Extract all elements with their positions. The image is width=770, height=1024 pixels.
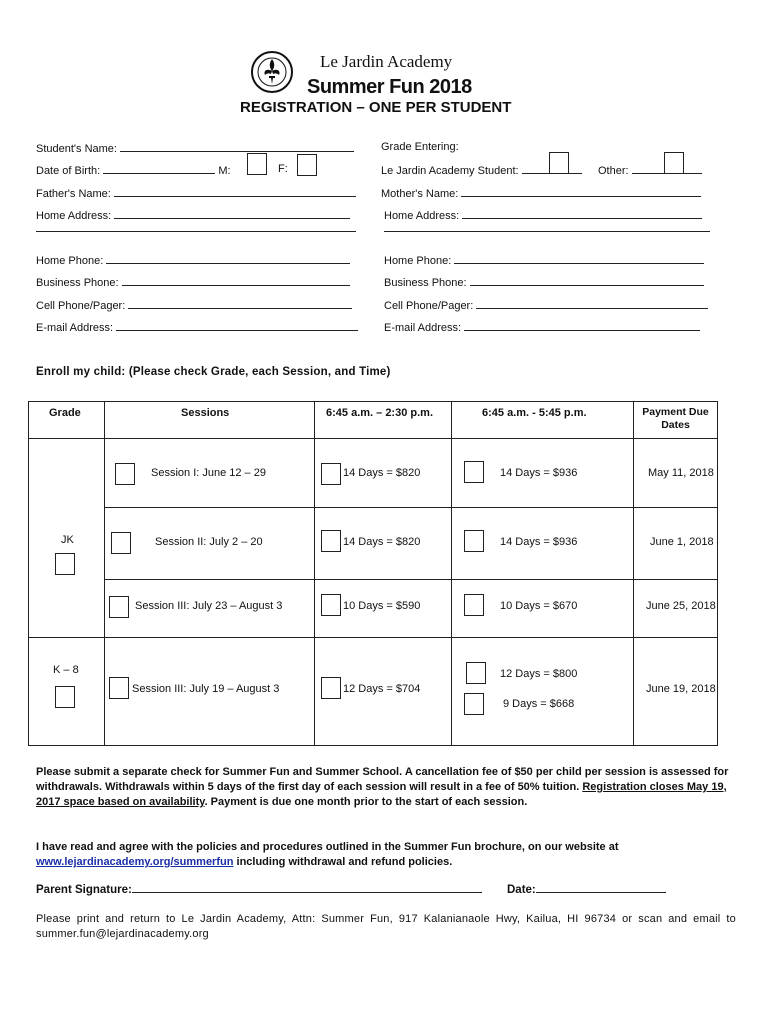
early-cell: 10 Days = $590 bbox=[315, 580, 452, 638]
cell-phone-field-right[interactable] bbox=[384, 298, 708, 312]
home-phone-field-left[interactable] bbox=[36, 253, 350, 267]
return-instructions: Please print and return to Le Jardin Academy, Attn: Summer Fun, 917 Kalanianaole Hwy, Kailua, HI 96734 or scan and email to summer.fun@lejardinacademy.org bbox=[36, 913, 736, 940]
agreement-text: I have read and agree with the policies and procedures outlined in the Summer Fun brochure, on our website at bbox=[36, 841, 619, 853]
due-date-cell: May 11, 2018 bbox=[634, 439, 718, 508]
early-cell: 12 Days = $704 bbox=[315, 638, 452, 746]
header-payment-due: Payment Due Dates bbox=[634, 402, 718, 439]
late-cell: 12 Days = $800 9 Days = $668 bbox=[452, 638, 634, 746]
father-name-field[interactable] bbox=[36, 186, 356, 200]
date-label: Date: bbox=[507, 884, 536, 896]
policy-paragraph bbox=[36, 765, 736, 810]
home-phone-label-right: Home Phone: bbox=[384, 255, 452, 267]
email-label-right: E-mail Address: bbox=[384, 322, 462, 334]
agreement-paragraph bbox=[36, 840, 736, 870]
email-label-left: E-mail Address: bbox=[36, 322, 114, 334]
table-row bbox=[29, 439, 718, 508]
late-cell: 14 Days = $936 bbox=[452, 508, 634, 580]
session-k8-late-9-checkbox[interactable] bbox=[464, 693, 484, 715]
business-phone-field-left[interactable] bbox=[36, 275, 350, 289]
other-checkbox[interactable] bbox=[664, 152, 684, 174]
home-address-label-right: Home Address: bbox=[384, 210, 460, 222]
session-3-early-checkbox[interactable] bbox=[321, 594, 341, 616]
header-grade: Grade bbox=[29, 402, 105, 439]
session-3-checkbox[interactable] bbox=[109, 596, 129, 618]
parent-signature-label: Parent Signature: bbox=[36, 884, 132, 896]
male-checkbox[interactable] bbox=[247, 153, 267, 175]
agreement-text-end: including withdrawal and refund policies. bbox=[233, 856, 453, 868]
date-field[interactable] bbox=[507, 882, 666, 896]
mother-name-field[interactable] bbox=[381, 186, 701, 200]
early-cell: 14 Days = $820 bbox=[315, 439, 452, 508]
business-phone-label-right: Business Phone: bbox=[384, 277, 467, 289]
table-row bbox=[29, 638, 718, 746]
female-label: F: bbox=[278, 163, 288, 175]
ljas-checkbox[interactable] bbox=[549, 152, 569, 174]
session-2-early-checkbox[interactable] bbox=[321, 530, 341, 552]
parent-signature-field[interactable] bbox=[36, 882, 482, 896]
session-1-early-checkbox[interactable] bbox=[321, 463, 341, 485]
summerfun-link[interactable]: www.lejardinacademy.org/summerfun bbox=[36, 856, 234, 868]
student-name-field[interactable] bbox=[36, 141, 354, 155]
due-date-cell: June 25, 2018 bbox=[634, 580, 718, 638]
home-phone-field-right[interactable] bbox=[384, 253, 704, 267]
home-address-field-left[interactable] bbox=[36, 208, 350, 222]
home-address-line2-left[interactable] bbox=[36, 231, 356, 232]
header-early-time: 6:45 a.m. – 2:30 p.m. bbox=[315, 402, 452, 439]
session-cell: Session I: June 12 – 29 bbox=[105, 439, 315, 508]
late-cell: 14 Days = $936 bbox=[452, 439, 634, 508]
grade-cell-jk: JK bbox=[29, 439, 105, 638]
father-name-label: Father's Name: bbox=[36, 188, 111, 200]
session-3-late-checkbox[interactable] bbox=[464, 594, 484, 616]
late-cell: 10 Days = $670 bbox=[452, 580, 634, 638]
home-address-line2-right[interactable] bbox=[384, 231, 710, 232]
session-2-late-checkbox[interactable] bbox=[464, 530, 484, 552]
email-field-left[interactable] bbox=[36, 320, 358, 334]
due-date-cell: June 1, 2018 bbox=[634, 508, 718, 580]
cell-phone-label-left: Cell Phone/Pager: bbox=[36, 300, 126, 312]
form-title: Summer Fun 2018 bbox=[307, 76, 472, 98]
cell-phone-label-right: Cell Phone/Pager: bbox=[384, 300, 474, 312]
mother-name-label: Mother's Name: bbox=[381, 188, 459, 200]
student-name-label: Student's Name: bbox=[36, 143, 117, 155]
grade-entering-label: Grade Entering: bbox=[381, 141, 459, 153]
session-cell: Session II: July 2 – 20 bbox=[105, 508, 315, 580]
business-phone-field-right[interactable] bbox=[384, 275, 704, 289]
grade-k8-checkbox[interactable] bbox=[55, 686, 75, 708]
session-2-checkbox[interactable] bbox=[111, 532, 131, 554]
grade-cell-k8: K – 8 bbox=[29, 638, 105, 746]
other-field[interactable] bbox=[598, 163, 702, 177]
header-sessions: Sessions bbox=[105, 402, 315, 439]
home-phone-label-left: Home Phone: bbox=[36, 255, 104, 267]
fleur-de-lis-logo-icon bbox=[250, 50, 294, 94]
home-address-field-right[interactable] bbox=[384, 208, 702, 222]
grade-jk-checkbox[interactable] bbox=[55, 553, 75, 575]
table-row bbox=[29, 580, 718, 638]
table-header-row bbox=[29, 402, 718, 439]
male-label: M: bbox=[218, 165, 231, 177]
table-row bbox=[29, 508, 718, 580]
ljas-label: Le Jardin Academy Student: bbox=[381, 165, 519, 177]
dob-field[interactable] bbox=[36, 163, 231, 177]
session-cell: Session III: July 23 – August 3 bbox=[105, 580, 315, 638]
cell-phone-field-left[interactable] bbox=[36, 298, 352, 312]
session-1-checkbox[interactable] bbox=[115, 463, 135, 485]
early-cell: 14 Days = $820 bbox=[315, 508, 452, 580]
registration-closes-text: Registration closes May 19, 2017 space based on availability bbox=[36, 781, 727, 808]
home-address-label-left: Home Address: bbox=[36, 210, 112, 222]
header-late-time: 6:45 a.m. - 5:45 p.m. bbox=[452, 402, 634, 439]
session-table bbox=[28, 401, 718, 746]
payment-due-text: . Payment is due one month prior to the start of each session. bbox=[204, 796, 528, 808]
email-field-right[interactable] bbox=[384, 320, 700, 334]
business-phone-label-left: Business Phone: bbox=[36, 277, 119, 289]
other-label: Other: bbox=[598, 165, 629, 177]
session-k8-early-checkbox[interactable] bbox=[321, 677, 341, 699]
female-checkbox[interactable] bbox=[297, 154, 317, 176]
dob-label: Date of Birth: bbox=[36, 165, 101, 177]
due-date-cell: June 19, 2018 bbox=[634, 638, 718, 746]
session-k8-late-12-checkbox[interactable] bbox=[466, 662, 486, 684]
session-cell: Session III: July 19 – August 3 bbox=[105, 638, 315, 746]
policy-text: Please submit a separate check for Summer Fun and Summer School. A cancellation fee of $50 per child per session is assessed for withdrawals. Withdrawals within 5 days of the first day of each session will result in a fee of 50% tuition. bbox=[36, 766, 729, 793]
enroll-instructions: Enroll my child: (Please check Grade, each Session, and Time) bbox=[36, 366, 391, 378]
session-1-late-checkbox[interactable] bbox=[464, 461, 484, 483]
form-subtitle: REGISTRATION – ONE PER STUDENT bbox=[240, 99, 512, 116]
school-name: Le Jardin Academy bbox=[320, 52, 453, 71]
session-k8-checkbox[interactable] bbox=[109, 677, 129, 699]
